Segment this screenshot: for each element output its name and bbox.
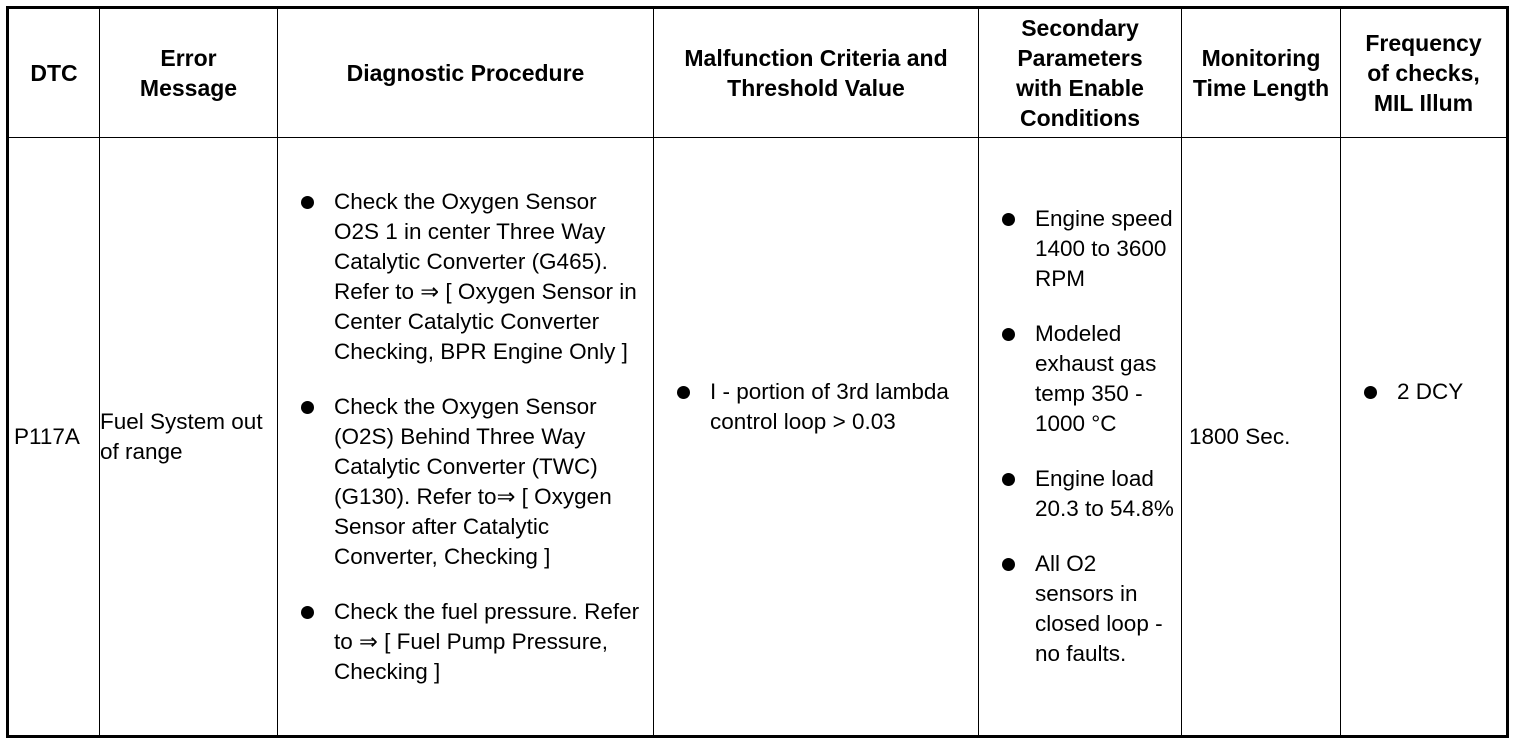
bullet-icon xyxy=(301,196,314,209)
list-item xyxy=(1341,377,1506,407)
parameter-text: Engine load 20.3 to 54.8% xyxy=(1035,466,1174,521)
bullet-icon xyxy=(1002,473,1015,486)
cell-monitoring-time: 1800 Sec. xyxy=(1182,138,1341,737)
bullet-icon xyxy=(301,606,314,619)
header-dtc: DTC xyxy=(8,8,100,138)
list-item xyxy=(979,464,1177,524)
dtc-table xyxy=(6,6,1509,738)
secondary-parameters-list xyxy=(979,204,1177,669)
cell-secondary-parameters xyxy=(979,138,1182,737)
cell-diagnostic-procedure xyxy=(278,138,654,737)
header-malfunction-criteria: Malfunction Criteria and Threshold Value xyxy=(654,8,979,138)
cell-dtc: P117A xyxy=(8,138,100,737)
bullet-icon xyxy=(1364,386,1377,399)
parameter-text: Engine speed 1400 to 3600 RPM xyxy=(1035,206,1173,291)
procedure-list xyxy=(278,187,647,687)
list-item xyxy=(654,377,954,437)
criteria-text: I - portion of 3rd lambda control loop > 0.03 xyxy=(710,378,949,434)
header-secondary-parameters: Secondary Parameters with Enable Conditions xyxy=(979,8,1182,138)
list-item xyxy=(278,597,647,687)
procedure-step-text: Check the Oxygen Sensor O2S 1 in center Three Way Catalytic Converter (G465). Refer to ⇒ [ Oxygen Sensor in Center Catalytic Converter Checking, BPR Engine Only ] xyxy=(334,188,637,364)
header-row xyxy=(8,8,1508,138)
procedure-step-text: Check the Oxygen Sensor (O2S) Behind Three Way Catalytic Converter (TWC) (G130). Refer to⇒ [ Oxygen Sensor after Catalytic Converter, Checking ] xyxy=(334,393,612,569)
list-item xyxy=(278,187,647,367)
parameter-text: Modeled exhaust gas temp 350 - 1000 °C xyxy=(1035,321,1157,436)
cell-malfunction-criteria xyxy=(654,138,979,737)
list-item xyxy=(979,204,1177,294)
list-item xyxy=(979,319,1177,439)
bullet-icon xyxy=(1002,558,1015,571)
bullet-icon xyxy=(301,401,314,414)
header-error-message: Error Message xyxy=(100,8,278,138)
bullet-icon xyxy=(1002,328,1015,341)
list-item xyxy=(979,549,1177,669)
criteria-list xyxy=(654,377,954,437)
cell-error-message: Fuel System out of range xyxy=(100,138,278,737)
procedure-step-text: Check the fuel pressure. Refer to ⇒ [ Fuel Pump Pressure, Checking ] xyxy=(334,598,640,684)
parameter-text: All O2 sensors in closed loop - no faults. xyxy=(1035,551,1163,666)
table-row xyxy=(8,138,1508,737)
frequency-text: 2 DCY xyxy=(1397,378,1464,404)
bullet-icon xyxy=(677,386,690,399)
header-diagnostic-procedure: Diagnostic Procedure xyxy=(278,8,654,138)
cell-frequency xyxy=(1341,138,1508,737)
bullet-icon xyxy=(1002,213,1015,226)
header-monitoring-time: Monitoring Time Length xyxy=(1182,8,1341,138)
header-frequency: Frequency of checks, MIL Illum xyxy=(1341,8,1508,138)
list-item xyxy=(278,392,647,572)
frequency-list xyxy=(1341,377,1506,407)
